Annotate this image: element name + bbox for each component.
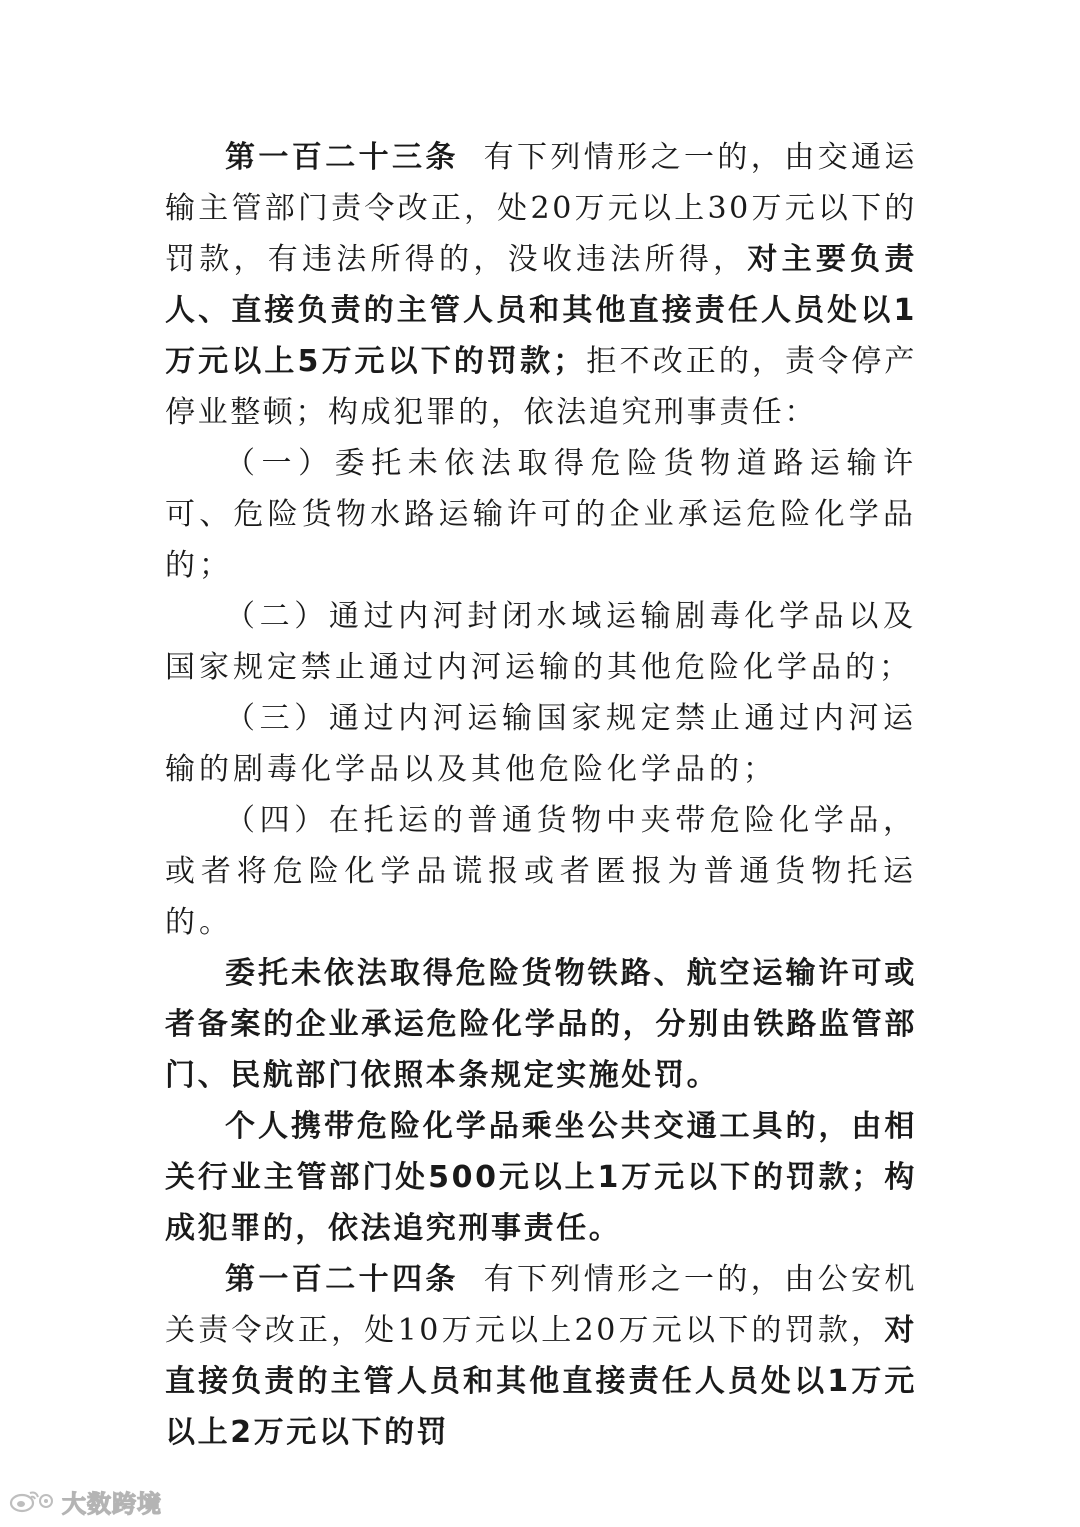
watermark xyxy=(8,1484,162,1518)
watermark-text: 大数跨境 xyxy=(62,1489,162,1518)
article-124-intro xyxy=(165,1254,917,1458)
article-124-intro-normal: 有下列情形之一的，由公安机关责令改正，处10万元以上20万元以下的罚款， xyxy=(165,1262,917,1348)
article-124-intro-bold: 对直接负责的主管人员和其他直接责任人员处以1万元以上2万元以下的罚 xyxy=(165,1313,917,1450)
article-123-item-2: （二）通过内河封闭水域运输剧毒化学品以及国家规定禁止通过内河运输的其他危险化学品的； xyxy=(165,599,917,685)
article-124-heading: 第一百二十四条 xyxy=(225,1262,459,1297)
article-123-item-3: （三）通过内河运输国家规定禁止通过内河运输的剧毒化学品以及其他危险化学品的； xyxy=(165,701,917,787)
article-123-heading: 第一百二十三条 xyxy=(225,140,459,175)
article-123-intro-tail: 拒不改正的，责令停产停业整顿；构成犯罪的，依法追究刑事责任： xyxy=(165,344,918,430)
article-123-item-4: （四）在托运的普通货物中夹带危险化学品，或者将危险化学品谎报或者匿报为普通货物托运的。 xyxy=(165,803,917,940)
weibo-style-logo-icon xyxy=(8,1488,56,1514)
article-123-intro-bold: 对主要负责人、直接负责的主管人员和其他直接责任人员处以1万元以上5万元以下的罚款； xyxy=(165,242,918,379)
article-123-paragraph-3: 个人携带危险化学品乘坐公共交通工具的，由相关行业主管部门处500元以上1万元以下的罚款；构成犯罪的，依法追究刑事责任。 xyxy=(165,1109,917,1246)
article-123-intro xyxy=(165,132,917,438)
article-123-item-1: （一）委托未依法取得危险货物道路运输许可、危险货物水路运输许可的企业承运危险化学品的； xyxy=(165,446,917,583)
article-123-paragraph-2: 委托未依法取得危险货物铁路、航空运输许可或者备案的企业承运危险化学品的，分别由铁路监管部门、民航部门依照本条规定实施处罚。 xyxy=(165,956,917,1093)
article-123-intro-normal: 有下列情形之一的，由交通运输主管部门责令改正，处20万元以上30万元以下的罚款，有违法所得的，没收违法所得， xyxy=(165,140,917,277)
document-body xyxy=(165,132,917,1458)
